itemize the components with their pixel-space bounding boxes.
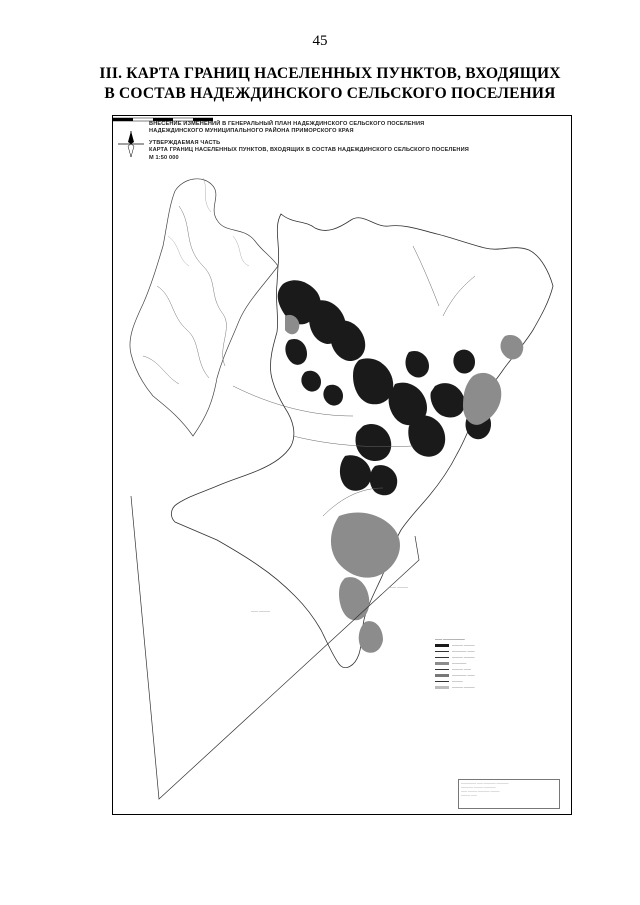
section-title: [90, 64, 570, 104]
section-title-line2: В СОСТАВ НАДЕЖДИНСКОГО СЕЛЬСКОГО ПОСЕЛЕНИЯ: [104, 85, 556, 102]
legend-row: ———: [435, 678, 563, 684]
legend-row: ————: [435, 660, 563, 666]
map-frame: [112, 115, 572, 815]
page-number: 45: [312, 33, 328, 49]
map-legend: [435, 636, 563, 690]
legend-row: ——— ———: [435, 642, 563, 648]
section-title-line1: III. КАРТА ГРАНИЦ НАСЕЛЕННЫХ ПУНКТОВ, ВХОДЯЩИХ: [99, 65, 561, 82]
western-territory-outline: [130, 179, 278, 436]
map-header-line3: УТВЕРЖДАЕМАЯ ЧАСТЬ: [149, 139, 221, 146]
map-header-line5: М 1:50 000: [149, 154, 179, 161]
river-lines: [143, 206, 226, 384]
map-header-line4: КАРТА ГРАНИЦ НАСЕЛЕННЫХ ПУНКТОВ, ВХОДЯЩИХ В СОСТАВ НАДЕЖДИНСКОГО СЕЛЬСКОГО ПОСЕЛЕНИЯ: [149, 147, 469, 154]
north-arrow-icon: [118, 131, 144, 157]
legend-row: ———— ——: [435, 672, 563, 678]
legend-row: ———— ——: [435, 648, 563, 654]
legend-title: —— ——————: [435, 637, 465, 641]
scale-bar: [113, 116, 213, 126]
title-block-stamp: ————— —— ———— ———— ———— ——— ———— —— ——— ———— ——— ——— ——: [458, 779, 560, 809]
map-header: [149, 121, 564, 162]
settlement-areas: [278, 280, 491, 495]
gray-zone-areas: [285, 315, 523, 653]
legend-row: ——— ———: [435, 654, 563, 660]
place-label-1: —— ———: [251, 609, 270, 613]
legend-row: ——— ———: [435, 684, 563, 690]
legend-row: ——— ——: [435, 666, 563, 672]
river-lines-2: [168, 178, 249, 266]
map-header-line2: НАДЕЖДИНСКОГО МУНИЦИПАЛЬНОГО РАЙОНА ПРИМОРСКОГО КРАЯ: [149, 128, 354, 135]
map-drawing: [113, 116, 573, 816]
place-label-2: —— ———: [389, 585, 408, 589]
map-header-line1: ВНЕСЕНИЕ ИЗМЕНЕНИЙ В ГЕНЕРАЛЬНЫЙ ПЛАН НАДЕЖДИНСКОГО СЕЛЬСКОГО ПОСЕЛЕНИЯ: [149, 121, 425, 127]
